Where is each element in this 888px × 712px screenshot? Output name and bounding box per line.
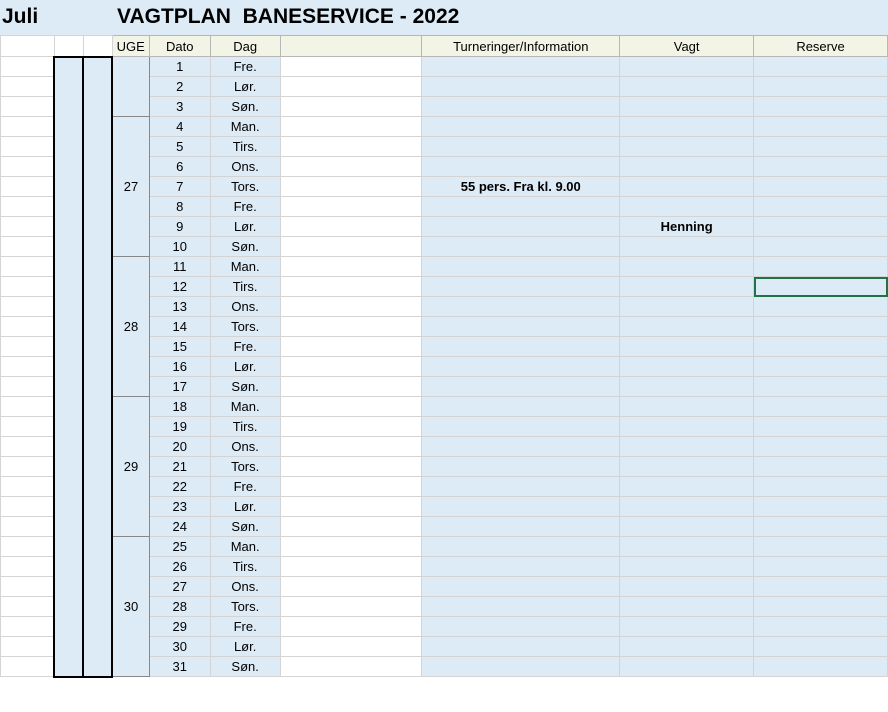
cell[interactable]	[1, 657, 55, 677]
vagt-cell[interactable]	[620, 337, 754, 357]
info-cell[interactable]	[422, 617, 620, 637]
header-row	[1, 36, 888, 57]
blank-cell[interactable]	[280, 497, 422, 517]
date-cell[interactable]: 20	[149, 437, 210, 457]
blank-cell[interactable]	[280, 97, 422, 117]
schedule-grid	[0, 35, 888, 678]
info-cell[interactable]	[422, 537, 620, 557]
day-cell[interactable]: Tirs.	[210, 417, 280, 437]
info-cell[interactable]	[422, 297, 620, 317]
cell[interactable]	[1, 497, 55, 517]
reserve-cell[interactable]	[754, 577, 888, 597]
reserve-cell[interactable]	[754, 77, 888, 97]
vagt-cell[interactable]	[620, 517, 754, 537]
date-cell[interactable]: 16	[149, 357, 210, 377]
blank-cell[interactable]	[280, 217, 422, 237]
marker-column-1[interactable]	[54, 57, 83, 677]
day-cell[interactable]: Søn.	[210, 237, 280, 257]
day-cell[interactable]: Tors.	[210, 457, 280, 477]
date-cell[interactable]: 2	[149, 77, 210, 97]
cell[interactable]	[1, 237, 55, 257]
info-cell[interactable]	[422, 117, 620, 137]
cell[interactable]	[1, 417, 55, 437]
blank-cell[interactable]	[280, 357, 422, 377]
date-cell[interactable]: 18	[149, 397, 210, 417]
selected-reserve-cell[interactable]	[754, 277, 888, 297]
blank-cell[interactable]	[280, 417, 422, 437]
table-row	[1, 397, 888, 417]
day-cell[interactable]: Man.	[210, 117, 280, 137]
day-cell[interactable]: Fre.	[210, 337, 280, 357]
cell[interactable]	[1, 297, 55, 317]
vagt-cell[interactable]	[620, 637, 754, 657]
date-cell[interactable]: 30	[149, 637, 210, 657]
day-cell[interactable]: Man.	[210, 397, 280, 417]
info-cell[interactable]	[422, 217, 620, 237]
day-cell[interactable]: Ons.	[210, 157, 280, 177]
reserve-cell[interactable]	[754, 317, 888, 337]
date-cell[interactable]: 5	[149, 137, 210, 157]
week-number[interactable]: 30	[112, 537, 149, 677]
cell[interactable]	[1, 477, 55, 497]
cell[interactable]	[1, 77, 55, 97]
reserve-cell[interactable]	[754, 57, 888, 77]
vagt-cell[interactable]	[620, 557, 754, 577]
date-cell[interactable]: 9	[149, 217, 210, 237]
day-cell[interactable]: Ons.	[210, 437, 280, 457]
date-cell[interactable]: 3	[149, 97, 210, 117]
vagt-cell[interactable]	[620, 537, 754, 557]
reserve-cell[interactable]	[754, 557, 888, 577]
info-cell[interactable]	[422, 577, 620, 597]
reserve-cell[interactable]	[754, 117, 888, 137]
cell[interactable]	[1, 377, 55, 397]
vagt-cell[interactable]	[620, 437, 754, 457]
cell[interactable]	[1, 597, 55, 617]
reserve-cell[interactable]	[754, 217, 888, 237]
blank-cell[interactable]	[280, 517, 422, 537]
info-cell[interactable]	[422, 77, 620, 97]
cell[interactable]	[1, 637, 55, 657]
date-cell[interactable]: 10	[149, 237, 210, 257]
cell[interactable]	[1, 157, 55, 177]
reserve-cell[interactable]	[754, 257, 888, 277]
blank-cell[interactable]	[280, 657, 422, 677]
date-cell[interactable]: 15	[149, 337, 210, 357]
reserve-cell[interactable]	[754, 657, 888, 677]
day-cell[interactable]: Lør.	[210, 357, 280, 377]
reserve-cell[interactable]	[754, 457, 888, 477]
vagt-cell[interactable]	[620, 417, 754, 437]
reserve-cell[interactable]	[754, 497, 888, 517]
reserve-cell[interactable]	[754, 297, 888, 317]
date-cell[interactable]: 13	[149, 297, 210, 317]
blank-cell[interactable]	[280, 597, 422, 617]
blank-cell[interactable]	[280, 457, 422, 477]
blank-cell[interactable]	[280, 397, 422, 417]
vagt-cell[interactable]	[620, 497, 754, 517]
vagt-cell[interactable]	[620, 317, 754, 337]
page-title: VAGTPLAN BANESERVICE - 2022	[117, 5, 460, 28]
vagt-cell[interactable]	[620, 397, 754, 417]
blank-cell[interactable]	[280, 77, 422, 97]
date-cell[interactable]: 17	[149, 377, 210, 397]
info-cell[interactable]	[422, 417, 620, 437]
vagt-cell[interactable]	[620, 577, 754, 597]
date-cell[interactable]: 28	[149, 597, 210, 617]
marker-column-2[interactable]	[83, 57, 112, 677]
header-blank[interactable]	[280, 36, 422, 57]
reserve-cell[interactable]	[754, 397, 888, 417]
cell[interactable]	[1, 257, 55, 277]
vagt-cell[interactable]	[620, 357, 754, 377]
cell[interactable]	[1, 517, 55, 537]
info-cell[interactable]	[422, 637, 620, 657]
reserve-cell[interactable]	[754, 137, 888, 157]
info-cell[interactable]	[422, 337, 620, 357]
date-cell[interactable]: 4	[149, 117, 210, 137]
cell[interactable]	[83, 36, 112, 57]
header-info[interactable]: Turneringer/Information	[422, 36, 620, 57]
day-cell[interactable]: Fre.	[210, 57, 280, 77]
header-vagt[interactable]: Vagt	[620, 36, 754, 57]
cell[interactable]	[1, 197, 55, 217]
info-cell[interactable]	[422, 397, 620, 417]
blank-cell[interactable]	[280, 157, 422, 177]
info-cell[interactable]	[422, 597, 620, 617]
cell[interactable]	[54, 36, 83, 57]
cell[interactable]	[1, 137, 55, 157]
blank-cell[interactable]	[280, 177, 422, 197]
vagt-cell[interactable]	[620, 97, 754, 117]
blank-cell[interactable]	[280, 197, 422, 217]
vagt-cell[interactable]	[620, 277, 754, 297]
info-cell[interactable]	[422, 57, 620, 77]
vagt-cell[interactable]	[620, 657, 754, 677]
vagt-cell[interactable]	[620, 257, 754, 277]
blank-cell[interactable]	[280, 637, 422, 657]
date-cell[interactable]: 21	[149, 457, 210, 477]
blank-cell[interactable]	[280, 337, 422, 357]
day-cell[interactable]: Søn.	[210, 97, 280, 117]
blank-cell[interactable]	[280, 557, 422, 577]
vagt-cell[interactable]	[620, 457, 754, 477]
cell[interactable]	[1, 617, 55, 637]
vagt-cell[interactable]	[620, 177, 754, 197]
info-cell[interactable]	[422, 257, 620, 277]
cell[interactable]	[1, 177, 55, 197]
blank-cell[interactable]	[280, 237, 422, 257]
vagt-cell[interactable]	[620, 57, 754, 77]
blank-cell[interactable]	[280, 577, 422, 597]
reserve-cell[interactable]	[754, 617, 888, 637]
blank-cell[interactable]	[280, 617, 422, 637]
day-cell[interactable]: Fre.	[210, 617, 280, 637]
info-cell[interactable]	[422, 237, 620, 257]
blank-cell[interactable]	[280, 437, 422, 457]
blank-cell[interactable]	[280, 57, 422, 77]
info-cell[interactable]	[422, 497, 620, 517]
table-row	[1, 117, 888, 137]
day-cell[interactable]: Tors.	[210, 317, 280, 337]
blank-cell[interactable]	[280, 257, 422, 277]
cell[interactable]	[1, 36, 55, 57]
info-cell[interactable]: 55 pers. Fra kl. 9.00	[422, 177, 620, 197]
blank-cell[interactable]	[280, 277, 422, 297]
date-cell[interactable]: 1	[149, 57, 210, 77]
blank-cell[interactable]	[280, 537, 422, 557]
vagt-cell[interactable]	[620, 597, 754, 617]
info-cell[interactable]	[422, 97, 620, 117]
day-cell[interactable]: Fre.	[210, 477, 280, 497]
info-cell[interactable]	[422, 517, 620, 537]
date-cell[interactable]: 6	[149, 157, 210, 177]
day-cell[interactable]: Søn.	[210, 377, 280, 397]
reserve-cell[interactable]	[754, 177, 888, 197]
date-cell[interactable]: 27	[149, 577, 210, 597]
info-cell[interactable]	[422, 357, 620, 377]
month-label: Juli	[2, 5, 39, 28]
cell[interactable]	[1, 57, 55, 77]
cell[interactable]	[1, 557, 55, 577]
reserve-cell[interactable]	[754, 197, 888, 217]
info-cell[interactable]	[422, 197, 620, 217]
info-cell[interactable]	[422, 317, 620, 337]
date-cell[interactable]: 23	[149, 497, 210, 517]
table-row	[1, 537, 888, 557]
reserve-cell[interactable]	[754, 417, 888, 437]
vagt-cell[interactable]	[620, 137, 754, 157]
blank-cell[interactable]	[280, 317, 422, 337]
vagt-cell[interactable]	[620, 377, 754, 397]
reserve-cell[interactable]	[754, 157, 888, 177]
date-cell[interactable]: 14	[149, 317, 210, 337]
info-cell[interactable]	[422, 457, 620, 477]
cell[interactable]	[1, 397, 55, 417]
vagt-cell[interactable]	[620, 297, 754, 317]
reserve-cell[interactable]	[754, 537, 888, 557]
week-number[interactable]: 27	[112, 117, 149, 257]
day-cell[interactable]: Tirs.	[210, 137, 280, 157]
day-cell[interactable]: Lør.	[210, 217, 280, 237]
reserve-cell[interactable]	[754, 357, 888, 377]
vagt-cell[interactable]	[620, 477, 754, 497]
day-cell[interactable]: Fre.	[210, 197, 280, 217]
cell[interactable]	[1, 277, 55, 297]
date-cell[interactable]: 25	[149, 537, 210, 557]
date-cell[interactable]: 11	[149, 257, 210, 277]
reserve-cell[interactable]	[754, 237, 888, 257]
cell[interactable]	[1, 97, 55, 117]
cell[interactable]	[1, 537, 55, 557]
table-row	[1, 257, 888, 277]
day-cell[interactable]: Tirs.	[210, 557, 280, 577]
blank-cell[interactable]	[280, 297, 422, 317]
table-row	[1, 57, 888, 77]
cell[interactable]	[1, 317, 55, 337]
date-cell[interactable]: 19	[149, 417, 210, 437]
cell[interactable]	[1, 357, 55, 377]
cell[interactable]	[1, 117, 55, 137]
header-dato[interactable]: Dato	[149, 36, 210, 57]
cell[interactable]	[1, 217, 55, 237]
date-cell[interactable]: 12	[149, 277, 210, 297]
blank-cell[interactable]	[280, 377, 422, 397]
info-cell[interactable]	[422, 437, 620, 457]
reserve-cell[interactable]	[754, 597, 888, 617]
title-band	[0, 0, 888, 35]
reserve-cell[interactable]	[754, 517, 888, 537]
vagt-cell[interactable]: Henning	[620, 217, 754, 237]
reserve-cell[interactable]	[754, 97, 888, 117]
blank-cell[interactable]	[280, 137, 422, 157]
header-uge[interactable]: UGE	[112, 36, 149, 57]
info-cell[interactable]	[422, 137, 620, 157]
header-reserve[interactable]: Reserve	[754, 36, 888, 57]
week-number[interactable]	[112, 57, 149, 117]
day-cell[interactable]: Ons.	[210, 577, 280, 597]
reserve-cell[interactable]	[754, 337, 888, 357]
header-dag[interactable]: Dag	[210, 36, 280, 57]
day-cell[interactable]: Man.	[210, 537, 280, 557]
day-cell[interactable]: Søn.	[210, 657, 280, 677]
date-cell[interactable]: 29	[149, 617, 210, 637]
date-cell[interactable]: 26	[149, 557, 210, 577]
blank-cell[interactable]	[280, 477, 422, 497]
cell[interactable]	[1, 457, 55, 477]
cell[interactable]	[1, 437, 55, 457]
info-cell[interactable]	[422, 157, 620, 177]
vagt-cell[interactable]	[620, 617, 754, 637]
vagt-cell[interactable]	[620, 237, 754, 257]
week-number[interactable]: 28	[112, 257, 149, 397]
vagt-cell[interactable]	[620, 157, 754, 177]
day-cell[interactable]: Tors.	[210, 177, 280, 197]
reserve-cell[interactable]	[754, 377, 888, 397]
reserve-cell[interactable]	[754, 437, 888, 457]
day-cell[interactable]: Søn.	[210, 517, 280, 537]
info-cell[interactable]	[422, 277, 620, 297]
day-cell[interactable]: Lør.	[210, 77, 280, 97]
info-cell[interactable]	[422, 477, 620, 497]
cell[interactable]	[1, 337, 55, 357]
day-cell[interactable]: Ons.	[210, 297, 280, 317]
day-cell[interactable]: Man.	[210, 257, 280, 277]
day-cell[interactable]: Tirs.	[210, 277, 280, 297]
week-number[interactable]: 29	[112, 397, 149, 537]
info-cell[interactable]	[422, 557, 620, 577]
date-cell[interactable]: 31	[149, 657, 210, 677]
reserve-cell[interactable]	[754, 477, 888, 497]
day-cell[interactable]: Lør.	[210, 497, 280, 517]
info-cell[interactable]	[422, 377, 620, 397]
vagt-cell[interactable]	[620, 77, 754, 97]
day-cell[interactable]: Tors.	[210, 597, 280, 617]
day-cell[interactable]: Lør.	[210, 637, 280, 657]
cell[interactable]	[1, 577, 55, 597]
date-cell[interactable]: 24	[149, 517, 210, 537]
date-cell[interactable]: 7	[149, 177, 210, 197]
blank-cell[interactable]	[280, 117, 422, 137]
info-cell[interactable]	[422, 657, 620, 677]
reserve-cell[interactable]	[754, 637, 888, 657]
date-cell[interactable]: 8	[149, 197, 210, 217]
date-cell[interactable]: 22	[149, 477, 210, 497]
vagt-cell[interactable]	[620, 117, 754, 137]
vagt-cell[interactable]	[620, 197, 754, 217]
